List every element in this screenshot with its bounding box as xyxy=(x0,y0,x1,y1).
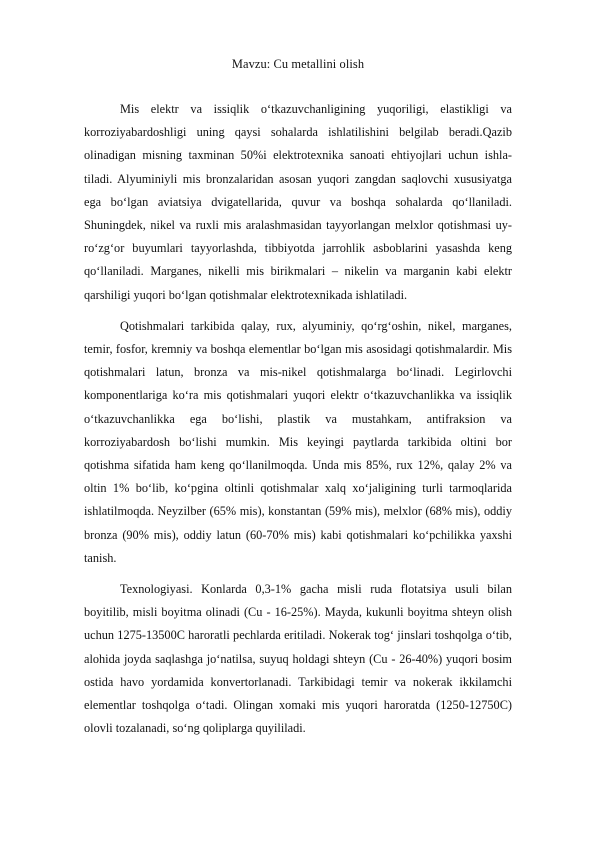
document-page xyxy=(84,56,512,748)
paragraph-copper-properties: Mis elektr va issiqlik o‘tkazuvchanligining yuqoriligi, elastikligi va korroziyabardoshligi uning qaysi sohalarda ishlatilishini belgilab beradi.Qazib olinadigan misning taxminan 50%i elektrotexnika sanoati ehtiyojlari uchun ishla-tiladi. Alyuminiyli mis bronzalaridan asosan yuqori zangdan saqlovchi xususiyatga ega bo‘lgan aviatsiya dvigatellarida, quvur va boshqa sohalarda qo‘llaniladi. Shuningdek, nikel va ruxli mis aralashmasidan tayyorlangan melxlor qotishmasi uy-ro‘zg‘or buyumlari tayyorlashda, tibbiyotda jarrohlik asboblarini yasashda keng qo‘llaniladi. Marganes, nikelli mis birikmalari – nikelin va marganin kabi elektr qarshiligi yuqori bo‘lgan qotishmalar elektrotexnikada ishlatiladi. xyxy=(84,102,512,302)
document-title: Mavzu: Cu metallini olish xyxy=(231,57,365,71)
paragraph-copper-alloys: Qotishmalari tarkibida qalay, rux, alyuminiy, qo‘rg‘oshin, nikel, marganes, temir, fosfor, kremniy va boshqa elementlar bo‘lgan mis asosidagi qotishmalardir. Mis qotishmalari latun, bronza va mis-nikel qotishmalarga bo‘linadi. Legirlovchi komponentlariga ko‘ra mis qotishmalari yuqori elektr o‘tkazuvchanlikka va issiqlik o‘tkazuvchanlikka ega bo‘lishi, plastik va mustahkam, antifraksion va korroziyabardosh bo‘lishi mumkin. Mis keyingi paytlarda tarkibida oltini bor qotishma sifatida ham keng qo‘llanilmoqda. Unda mis 85%, rux 12%, qalay 2% va oltin 1% bo‘lib, ko‘pgina oltinli qotishmalar xalq xo‘jaligining turli tarmoqlarida ishlatilmoqda. Neyzilber (65% mis), konstantan (59% mis), melxlor (68% mis), oddiy bronza (90% mis), oddiy latun (60-70% mis) kabi qotishmalari ko‘pchilikka yaxshi tanish. xyxy=(84,318,512,565)
paragraph-technology: Texnologiyasi. Konlarda 0,3-1% gacha misli ruda flotatsiya usuli bilan boyitilib, misli boyitma olinadi (Cu - 16-25%). Mayda, kukunli boyitma shteyn olish uchun 1275-13500C haroratli pechlarda eritiladi. Nokerak tog‘ jinslari toshqolga o‘tib, alohida joyda saqlashga jo‘natilsa, suyuq holdagi shteyn (Cu - 26-40%) yuqori bosim ostida havo yordamida konvertorlanadi. Tarkibidagi temir va nokerak ikkilamchi elementlar toshqolga o‘tadi. Olingan xomaki mis yuqori haroratda (1250-12750C) olovli tozalanadi, so‘ng qoliplarga quyililadi. xyxy=(84,582,512,736)
